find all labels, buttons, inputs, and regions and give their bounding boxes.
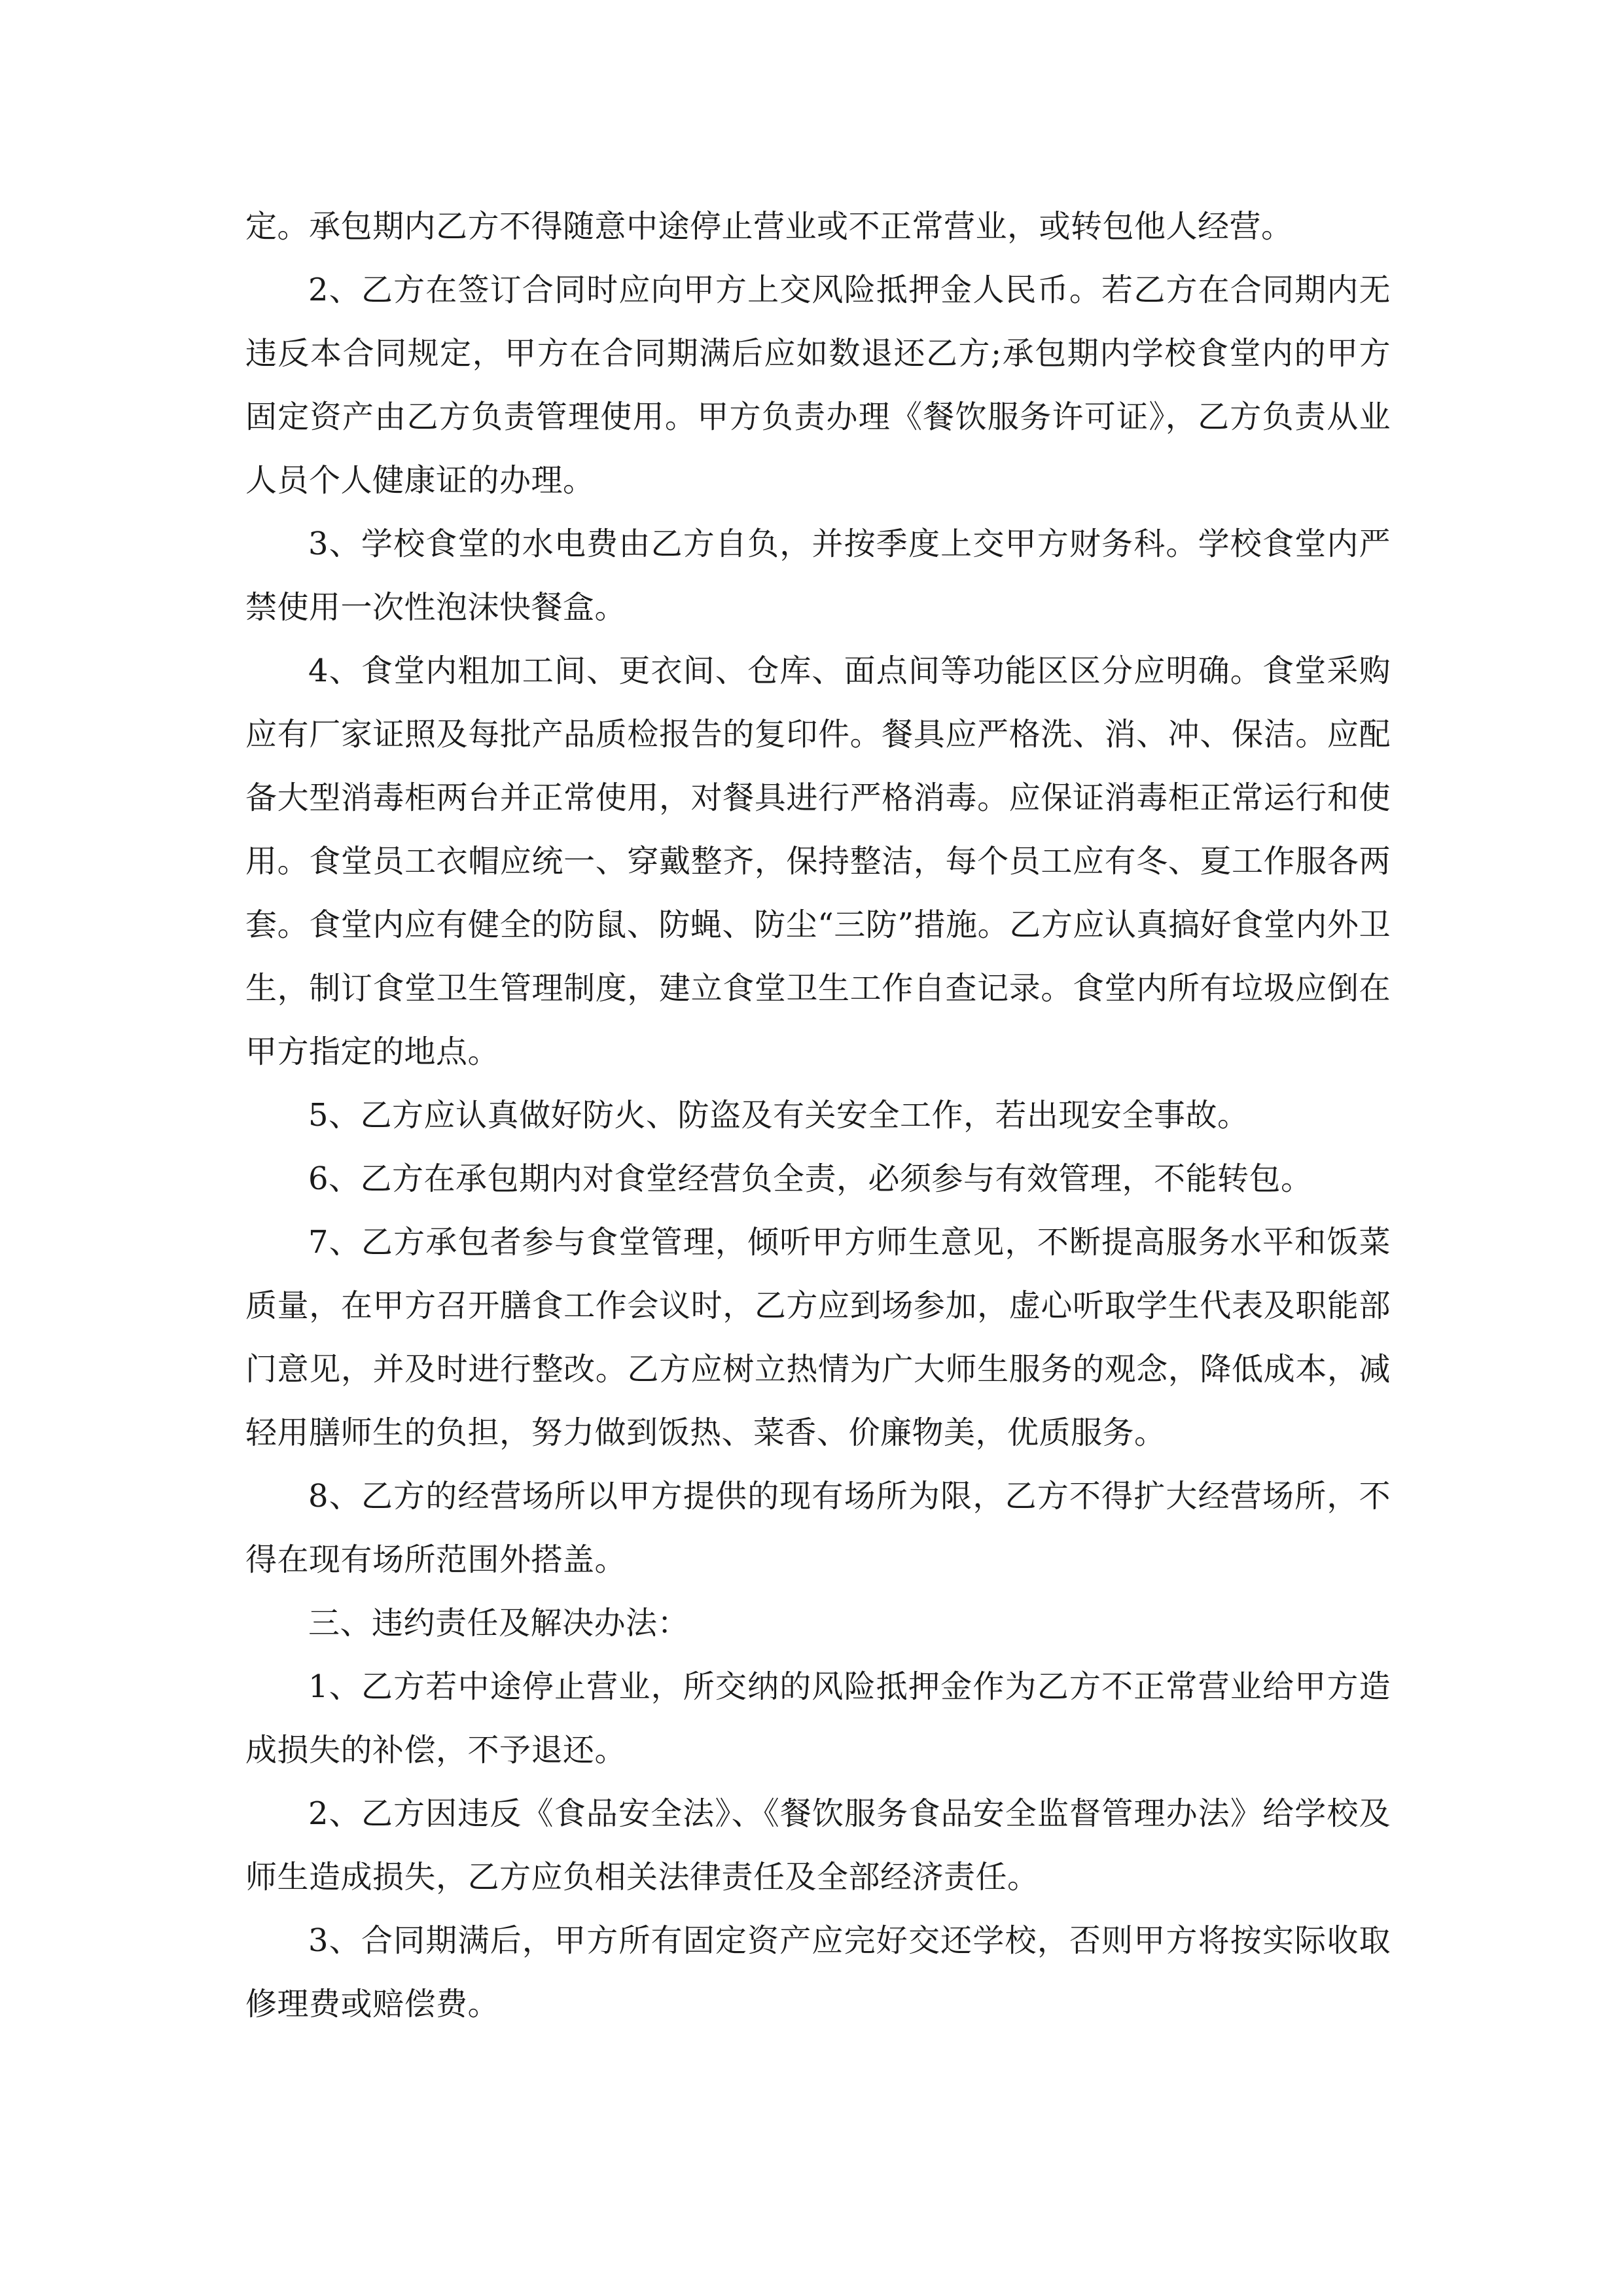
paragraph-breach-3: 3、合同期满后，甲方所有固定资产应完好交还学校，否则甲方将按实际收取修理费或赔偿费。: [245, 1922, 1391, 2022]
paragraph-continuation: 定。承包期内乙方不得随意中途停止营业或不正常营业，或转包他人经营。: [245, 208, 1293, 245]
document-body: [245, 195, 1391, 2036]
paragraph-clause-5-safety: 5、乙方应认真做好防火、防盗及有关安全工作，若出现安全事故。: [308, 1097, 1249, 1134]
paragraph-clause-4-hygiene: 4、食堂内粗加工间、更衣间、仓库、面点间等功能区区分应明确。食堂采购应有厂家证照及每批产品质检报告的复印件。餐具应严格洗、消、冲、保洁。应配备大型消毒柜两台并正常使用，对餐具进行严格消毒。应保证消毒柜正常运行和使用。食堂员工衣帽应统一、穿戴整齐，保持整洁，每个员工应有冬、夏工作服各两套。食堂内应有健全的防鼠、防蝇、防尘“三防”措施。乙方应认真搞好食堂内外卫生，制订食堂卫生管理制度，建立食堂卫生工作自查记录。食堂内所有垃圾应倒在甲方指定的地点。: [245, 653, 1391, 1070]
paragraph-clause-2-deposit: 2、乙方在签订合同时应向甲方上交风险抵押金人民币。若乙方在合同期内无违反本合同规定，甲方在合同期满后应如数退还乙方;承包期内学校食堂内的甲方固定资产由乙方负责管理使用。甲方负责办理《餐饮服务许可证》，乙方负责从业人员个人健康证的办理。: [245, 272, 1391, 499]
paragraph-breach-2: 2、乙方因违反《食品安全法》、《餐饮服务食品安全监督管理办法》给学校及师生造成损失，乙方应负相关法律责任及全部经济责任。: [245, 1795, 1391, 1895]
section-heading-breach: 三、违约责任及解决办法：: [308, 1605, 690, 1641]
paragraph-clause-7-management: 7、乙方承包者参与食堂管理，倾听甲方师生意见，不断提高服务水平和饭菜质量，在甲方召开膳食工作会议时，乙方应到场参加，虚心听取学生代表及职能部门意见，并及时进行整改。乙方应树立热情为广大师生服务的观念，降低成本，减轻用膳师生的负担，努力做到饭热、菜香、价廉物美，优质服务。: [245, 1224, 1391, 1451]
paragraph-breach-1: 1、乙方若中途停止营业，所交纳的风险抵押金作为乙方不正常营业给甲方造成损失的补偿，不予退还。: [245, 1668, 1391, 1768]
paragraph-clause-6-responsibility: 6、乙方在承包期内对食堂经营负全责，必须参与有效管理，不能转包。: [308, 1160, 1313, 1197]
paragraph-clause-3-utilities: 3、学校食堂的水电费由乙方自负，并按季度上交甲方财务科。学校食堂内严禁使用一次性泡沫快餐盒。: [245, 526, 1391, 626]
paragraph-clause-8-premises: 8、乙方的经营场所以甲方提供的现有场所为限，乙方不得扩大经营场所，不得在现有场所范围外搭盖。: [245, 1478, 1391, 1578]
